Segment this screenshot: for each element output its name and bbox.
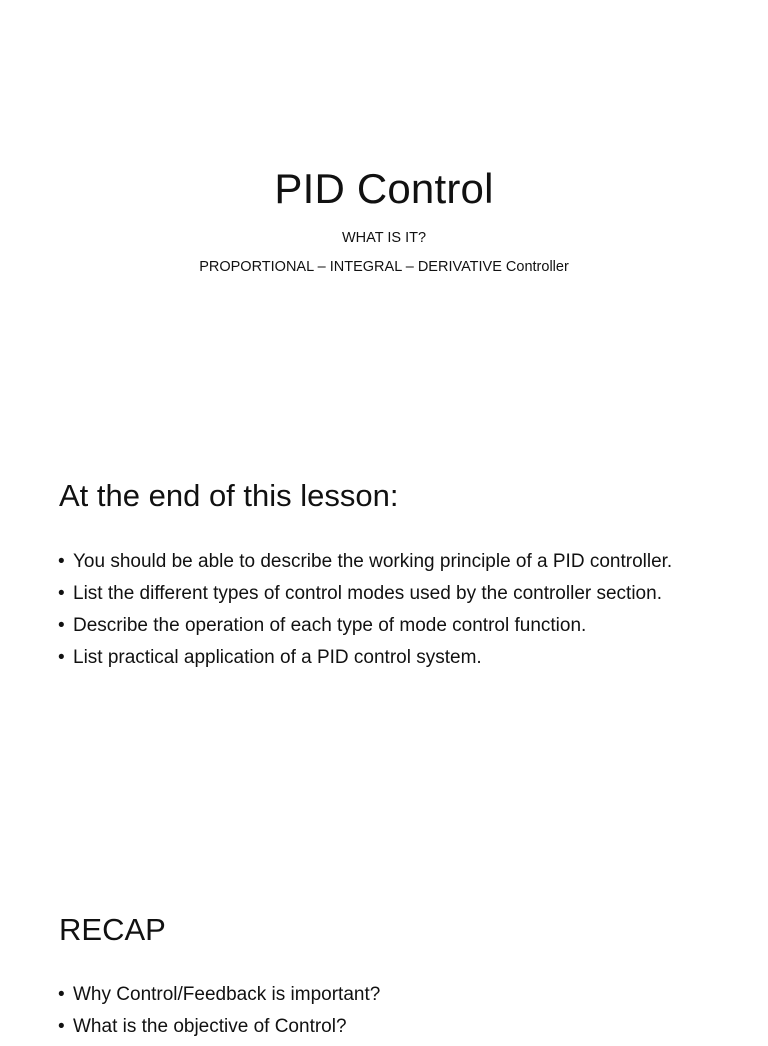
slide-subtitle: WHAT IS IT? xyxy=(341,230,427,246)
bullet-text: Describe the operation of each type of mode control function. xyxy=(73,615,587,636)
bullet-text: List practical application of a PID control system. xyxy=(73,647,482,668)
bullet-text: What is the objective of Control? xyxy=(73,1016,347,1037)
bullet-dot: • xyxy=(58,551,65,572)
slide-subtitle: PROPORTIONAL – INTEGRAL – DERIVATIVE Controller xyxy=(199,259,569,275)
bullet-text: List the different types of control modes used by the controller section. xyxy=(73,583,662,604)
bullet-dot: • xyxy=(58,1016,65,1037)
bullet-item xyxy=(58,645,678,670)
bullet-dot: • xyxy=(58,583,65,604)
bullet-list xyxy=(58,549,678,677)
recap-slide xyxy=(0,862,768,1037)
bullet-item xyxy=(58,1014,678,1039)
bullet-item xyxy=(58,982,678,1007)
bullet-text: You should be able to describe the working principle of a PID controller. xyxy=(73,551,673,572)
slide-heading: RECAP xyxy=(59,912,166,947)
bullet-list xyxy=(58,982,678,1046)
bullet-dot: • xyxy=(58,647,65,668)
bullet-item xyxy=(58,549,678,574)
bullet-dot: • xyxy=(58,984,65,1005)
slide-heading: At the end of this lesson: xyxy=(59,478,399,513)
bullet-item xyxy=(58,581,678,606)
bullet-item xyxy=(58,613,678,638)
objectives-slide xyxy=(0,430,768,862)
slide-title: PID Control xyxy=(274,165,494,212)
bullet-dot: • xyxy=(58,615,65,636)
bullet-text: Why Control/Feedback is important? xyxy=(73,984,381,1005)
title-slide xyxy=(0,0,768,430)
